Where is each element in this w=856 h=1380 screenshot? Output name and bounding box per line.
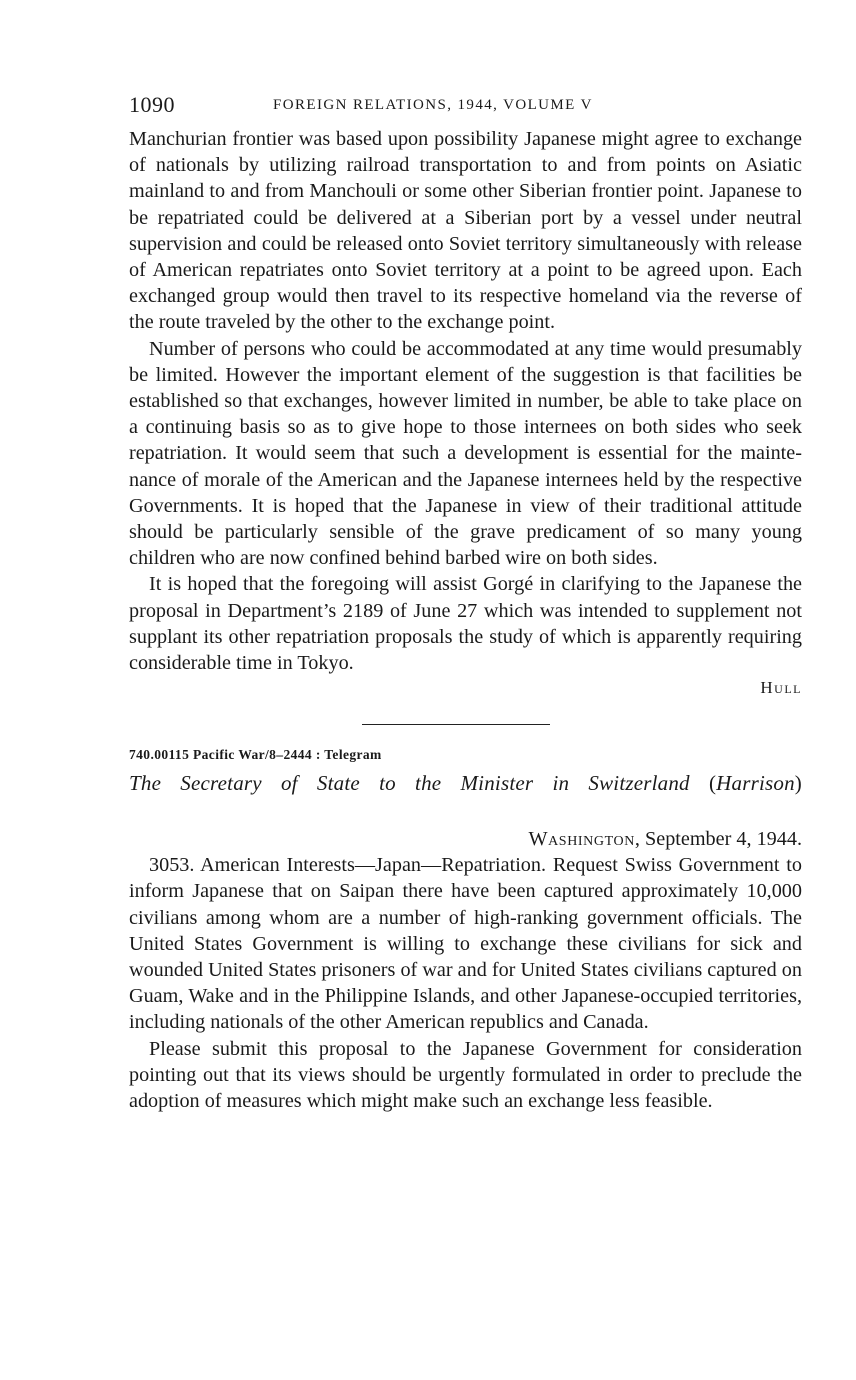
running-head [129, 92, 802, 126]
recipient-name: Harrison [716, 771, 795, 796]
continuation-paragraph-1: Manchurian frontier was based upon possibility Japanese might agree to exchange of nationals by utilizing railroad transportation to and from points on Asiatic mainland to and from Manchouli or some other Siberian frontier point. Japanese to be repatriated could be delivered at a Siberian port by a vessel under neutral supervision and could be released onto Soviet territory simultaneously with release of American repatriates onto Soviet territory at a point to be agreed upon. Each exchanged group would then travel to its respective homeland via the reverse of the route traveled by the other to the exchange point. [129, 128, 802, 334]
dateline-place: Washington [528, 828, 635, 851]
document-title-text: The Secretary of State to the Minister in Switzerland [129, 771, 690, 796]
title-paren-open: ( [708, 771, 717, 796]
telegram-paragraph-2: Please submit this proposal to the Japanese Government for consideration pointing out that its views should be urgently formulated in order to preclude the adoption of measures which might make such an exchange less feasible. [129, 1037, 802, 1113]
continuation-paragraph-3: It is hoped that the foregoing will assist Gorgé in clarifying to the Japanese the proposal in Department’s 2189 of June 27 which was intended to supplement not supplant its other repatriation proposals the study of which is apparently requiring considerable time in Tokyo. [129, 573, 802, 675]
signature-text: Hull [760, 678, 802, 698]
dateline-date: , September 4, 1944. [634, 828, 802, 851]
title-paren-close: ) [794, 771, 802, 796]
telegram-paragraph-1: 3053. American Interests—Japan—Repatriation. Request Swiss Government to inform Japanese that on Saipan there have been captured approximately 10,000 civilians among whom are a number of high-ranking government officials. The United States Government is willing to exchange these civilians for sick and wounded United States prisoners of war and for United States civilians captured on Guam, Wake and in the Philippine Islands, and other Japanese-occupied territories, including nationals of the other American republics and Canada. [129, 854, 802, 1034]
running-title: FOREIGN RELATIONS, 1944, VOLUME V [273, 97, 593, 113]
page [129, 92, 802, 1114]
document-title [129, 771, 802, 796]
file-reference: 740.00115 Pacific War/8–2444 : Telegram [129, 747, 382, 763]
page-number: 1090 [129, 92, 175, 117]
continuation-paragraph-2: Number of persons who could be accommodated at any time would presumably be limited. However the important element of the suggestion is that facilities be established so that exchanges, however limited in number, be able to take place on a continuing basis so as to give hope to those internees on both sides who seek repatriation. It would seem that such a development is essential for the maintenance of morale of the American and the Japanese internees held by the respective Governments. It is hoped that the Japanese in view of their traditional attitude should be particularly sensible of the grave predicament of so many young children who are now confined behind barbed wire on both sides. [129, 337, 802, 570]
section-divider [362, 724, 550, 725]
signature [129, 676, 802, 700]
dateline [129, 826, 802, 852]
